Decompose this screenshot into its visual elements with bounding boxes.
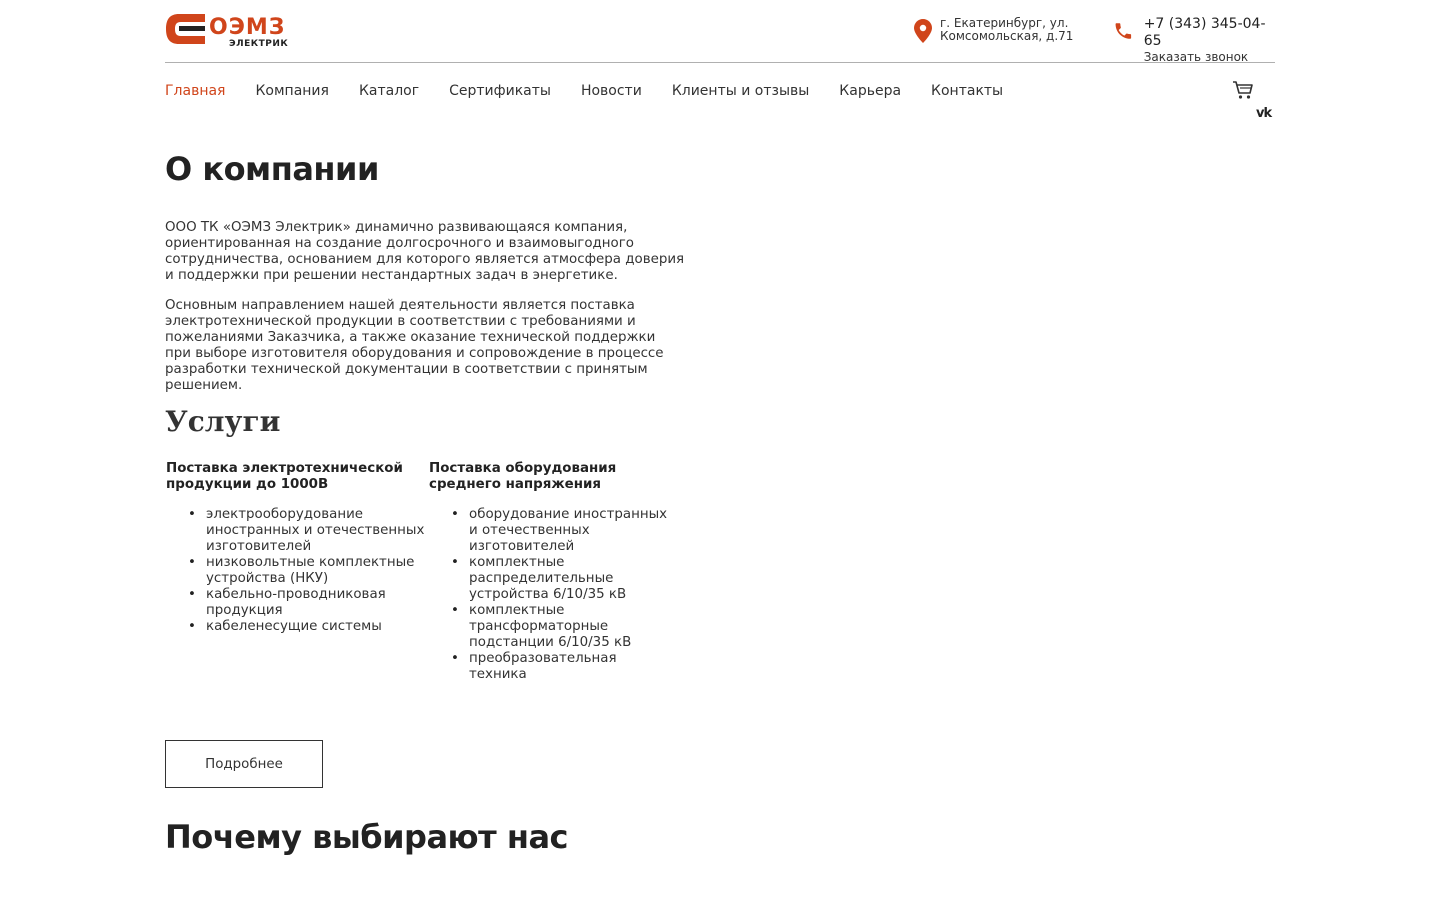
nav-clients[interactable]: Клиенты и отзывы <box>671 83 810 99</box>
nav-news[interactable]: Новости <box>580 83 642 99</box>
why-title: Почему выбирают нас <box>165 818 569 856</box>
page-container <box>165 0 1275 856</box>
nav-certificates[interactable]: Сертификаты <box>449 83 551 99</box>
address-text <box>940 17 1073 43</box>
about-paragraph-2: Основным направлением нашей деятельности является поставка электротехнической продукции в соответствии с требованиями и пожеланиями Заказчика, а также оказание технической поддержки при выборе изготовителя оборудования и сопровождение в процессе разработки технической документации в соответствии с принятым решением. <box>165 298 664 393</box>
cart-icon[interactable] <box>1232 80 1254 100</box>
services-title: Услуги <box>165 405 281 438</box>
logo-text: ОЭМЗ <box>209 15 286 40</box>
service-column-title: Поставка оборудования среднего напряжения <box>429 461 617 492</box>
address-line-1: г. Екатеринбург, ул. <box>940 16 1069 30</box>
service-column-title: Поставка электротехнической продукции до 1000В <box>166 461 403 492</box>
list-item: • низковольтные комплектные устройства (НКУ) <box>206 555 426 587</box>
vk-icon[interactable]: vk <box>1256 106 1272 121</box>
company-logo[interactable] <box>165 12 327 48</box>
nav-home[interactable]: Главная <box>165 83 226 99</box>
about-paragraph-1: ООО ТК «ОЭМЗ Электрик» динамично развивающаяся компания, ориентированная на создание долгосрочного и взаимовыгодного сотрудничества, основанием для которого является атмосфера доверия и поддержки при решении нестандартных задач в энергетике. <box>165 220 685 283</box>
nav-company[interactable]: Компания <box>255 83 329 99</box>
nav-catalog[interactable]: Каталог <box>358 83 420 99</box>
address-line-2: Комсомольская, д.71 <box>940 29 1074 43</box>
list-item: • комплектные распределительные устройства 6/10/35 кВ <box>469 555 669 603</box>
list-item: • кабельно-проводниковая продукция <box>206 587 426 619</box>
list-item: • кабеленесущие системы <box>206 619 426 635</box>
about-title: О компании <box>165 150 379 188</box>
service-column-medium-voltage <box>429 461 669 683</box>
list-item: • электрооборудование иностранных и отечественных изготовителей <box>206 507 426 555</box>
service-list <box>429 507 669 683</box>
more-button[interactable]: Подробнее <box>165 740 323 788</box>
service-list <box>166 507 426 635</box>
phone-icon <box>1113 20 1134 42</box>
list-item: • преобразовательная техника <box>469 651 669 683</box>
nav-contacts[interactable]: Контакты <box>931 83 1004 99</box>
main-nav <box>165 82 1033 100</box>
map-pin-icon <box>914 19 932 43</box>
logo-subtext: ЭЛЕКТРИК <box>229 39 289 48</box>
callback-link[interactable]: Заказать звонок <box>1143 50 1249 64</box>
address-block <box>914 17 1073 43</box>
service-column-low-voltage <box>166 461 426 635</box>
phone-block <box>1113 16 1275 64</box>
list-item: • комплектные трансформаторные подстанции 6/10/35 кВ <box>469 603 669 651</box>
header <box>165 0 1275 63</box>
list-item: • оборудование иностранных и отечественных изготовителей <box>469 507 669 555</box>
phone-number[interactable]: +7 (343) 345-04-65 <box>1143 16 1266 49</box>
nav-career[interactable]: Карьера <box>839 83 902 99</box>
